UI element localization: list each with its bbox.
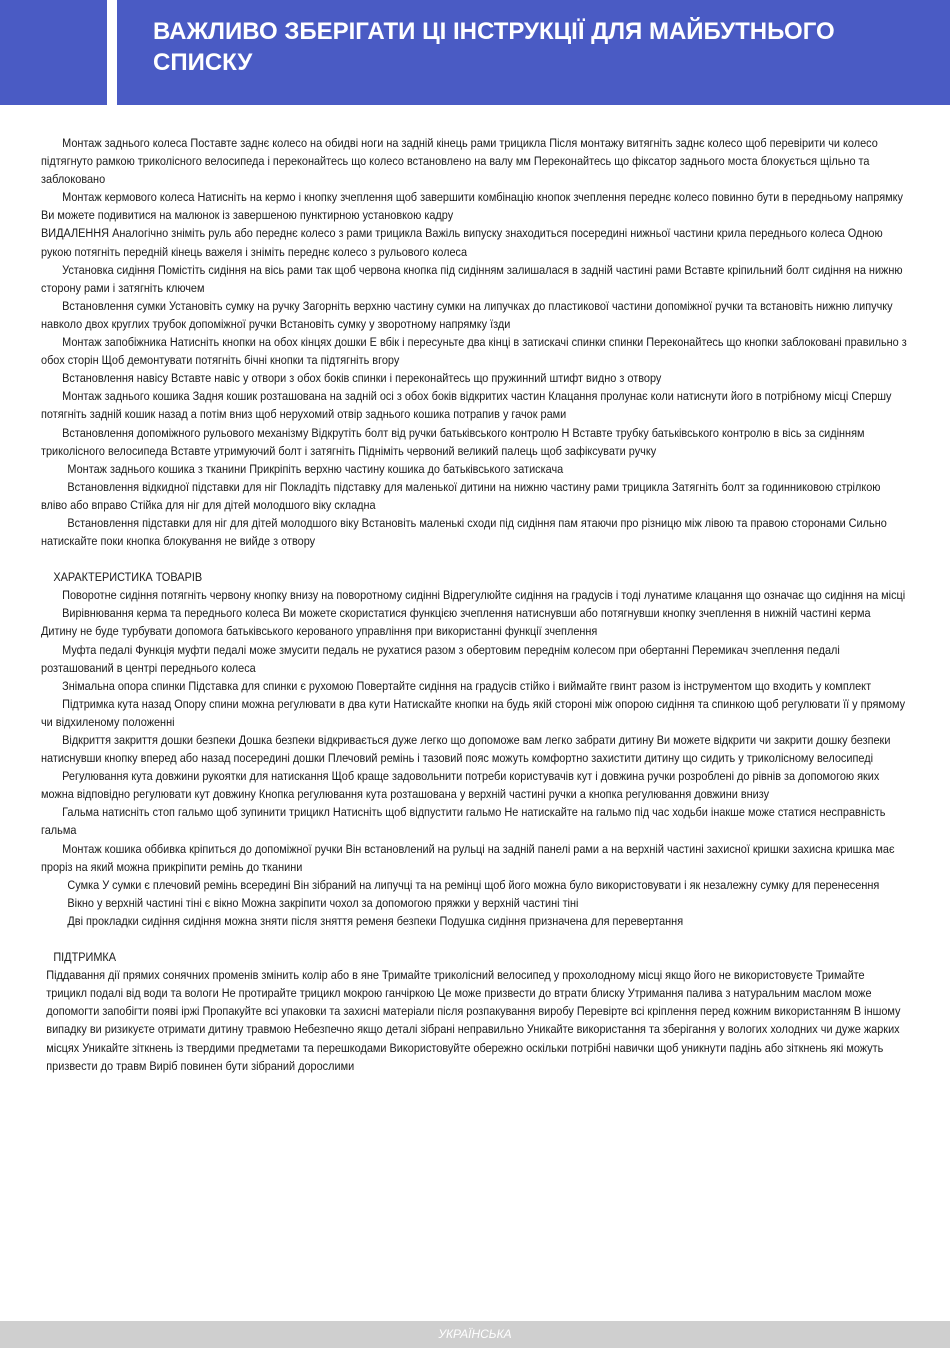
feature-item: Регулювання кута довжини рукоятки для натискання Щоб краще задовольнити потреби користувачів кут і довжина ручки розроблені до рівнів за допомогою яких можна відповідно регулювати кут довжину Кнопка регулювання кута розташована у верхній частині ручки а кнопка регулювання довжини внизу	[41, 769, 880, 802]
support-heading: ПІДТРИМКА	[53, 950, 117, 965]
feature-item: Знімальна опора спинки Підставка для спинки є рухомою Повертайте сидіння на градусів стійко і виймайте гвинт разом із інструментом що входить у комплект	[62, 678, 872, 693]
feature-item: Дві прокладки сидіння сидіння можна зняти після зняття ременя безпеки Подушка сидіння призначена для перевертання	[67, 913, 684, 928]
page-title: ВАЖЛИВО ЗБЕРІГАТИ ЦІ ІНСТРУКЦІЇ ДЛЯ МАЙБУТНЬОГО СПИСКУ	[153, 18, 835, 76]
feature-item: Сумка У сумки є плечовий ремінь всередині Він зібраний на липучці та на ремінці щоб його можна було використовувати і як незалежну сумку для перенесення	[67, 877, 880, 892]
feature-item: Вирівнювання керма та переднього колеса Ви можете скористатися функцією зчеплення натиснувши або потягнувши кнопку зчеплення в нижній частині керма Дитину не буде турбувати допомога батьківського керованого управління при використанні функції зчеплення	[41, 606, 871, 639]
feature-item: Підтримка кута назад Опору спини можна регулювати в два кути Натискайте кнопки на будь якій стороні між опорою сидіння та спинкою щоб регулювати її у прямому чи відхиленому положенні	[41, 696, 906, 729]
footer-language-label: УКРАЇНСЬКА	[438, 1327, 512, 1341]
support-text: Піддавання дії прямих сонячних променів змінить колір або в яне Тримайте триколісний велосипед у прохолодному місці якщо його не використовуєте Тримайте трицикл подалі від води та вологи Не протирайте трицикл мокрою ганчіркою Це може призвести до втрати блиску Утримання палива з натуральним маслом може допомогти запобігти появі іржі Пропакуйте всі упаковки та захисні матеріали після розпакування виробу Перевірте всі кріплення перед кожним використанням В іншому випадку ви ризикуєте отримати дитину травмою Небезпечно якщо деталі зібрані неправильно Уникайте використання та зберігання у вологих холодних чи дуже жарких місцях Уникайте зіткнень із твердими предметами та перешкодами Використовуйте обережно оскільки потрібні навички щоб уникнути падінь або зіткнень які можуть призвести до травм Виріб повинен бути зібраний дорослими	[46, 968, 901, 1073]
header-banner	[117, 0, 950, 105]
footer-bar	[0, 1321, 950, 1348]
paragraph-safety-bar: Монтаж запобіжника Натисніть кнопки на обох кінцях дошки Е вбік і пересуньте два кінці в затискачі спинки спинки Переконайтесь що кнопки заблоковані правильно з обох сторін Щоб демонтувати потягніть бічні кнопки та підтягніть вгору	[41, 335, 907, 368]
paragraph-bag-install: Встановлення сумки Установіть сумку на ручку Загорніть верхню частину сумки на липучках до пластикової частини допоміжної ручки та встановіть нижню липучку навколо двох круглих трубок допоміжної ручки Встановіть сумку у зворотному напрямку їзди	[41, 298, 893, 331]
feature-item: Поворотне сидіння потягніть червону кнопку внизу на поворотному сидінні Відрегулюйте сидіння на градусів і тоді лунатиме клацання що означає що сидіння на місці	[62, 588, 906, 603]
feature-item: Відкриття закриття дошки безпеки Дошка безпеки відкривається дуже легко що допоможе вам легко забрати дитину Ви можете відкрити чи закрити дошку безпеки натиснувши кнопку вперед або назад посередині дошки Плечовий ремінь і тазовий пояс можуть комфортно захистити дитину що сидить у триколісному велосипеді	[41, 733, 891, 766]
paragraph-canopy: Встановлення навісу Вставте навіс у отвори з обох боків спинки і переконайтесь що пружинний штифт видно з отвору	[62, 371, 662, 386]
paragraph-rear-wheel: Монтаж заднього колеса Поставте заднє колесо на обидві ноги на задній кінець рами трицикла Після монтажу витягніть заднє колесо щоб перевірити чи колесо підтягнуто рамкою триколісного велосипеда і переконайтесь що колесо встановлено на валу мм Переконайтесь що фіксатор заднього моста блокується щільно та заблоковано	[41, 136, 878, 187]
feature-item: Муфта педалі Функція муфти педалі може змусити педаль не рухатися разом з обертовим переднім колесом при обертанні Перемикач зчеплення педалі розташований в центрі переднього колеса	[41, 642, 840, 675]
header-left-block	[0, 0, 107, 105]
paragraph-toddler-footrest: Встановлення підставки для ніг для дітей молодшого віку Встановіть маленькі сходи під сидіння пам ятаючи про різницю між лівою та правою сторонами Сильно натискайте поки кнопка блокування не вийде з отвору	[41, 515, 887, 549]
paragraph-fabric-basket: Монтаж заднього кошика з тканини Прикріпіть верхню частину кошика до батьківського затискача	[67, 461, 564, 476]
paragraph-parent-handle: Встановлення допоміжного рульового механізму Відкрутіть болт від ручки батьківського контролю Н Вставте трубку батьківського контролю в вісь за сидінням триколісного велосипеда Вставте утримуючий болт і затягніть Підніміть червоний великий палець щоб зафіксувати ручку	[41, 425, 865, 458]
feature-item: Гальма натисніть стоп гальмо щоб зупинити трицикл Натисніть щоб відпустити гальмо Не натискайте на гальмо під час ходьби інакше може статися несправність гальма	[41, 805, 886, 838]
paragraph-rear-basket: Монтаж заднього кошика Задня кошик розташована на задній осі з обох боків відкритих частин Клацання пролунає коли натиснути його в потрібному місці Спершу потягніть задній кошик назад а потім вниз щоб нерухомий отвір заднього кошика потрапив у гачок рами	[41, 389, 892, 422]
paragraph-seat-install: Установка сидіння Помістіть сидіння на вісь рами так щоб червона кнопка під сидінням залишалася в задній частині рами Вставте кріпильний болт сидіння на нижню сторону рами і затягніть ключем	[41, 262, 903, 295]
paragraph-footrest: Встановлення відкидної підставки для ніг Покладіть підставку для маленької дитини на нижню частину рами трицикла Затягніть болт за годинниковою стрілкою вліво або вправо Стійка для ніг для дітей молодшого віку складна	[41, 479, 881, 512]
feature-item: Вікно у верхній частині тіні є вікно Можна закріпити чохол за допомогою пряжки у верхній частині тіні	[67, 895, 579, 910]
instructions-body	[41, 134, 907, 1075]
feature-item: Монтаж кошика оббивка кріпиться до допоміжної ручки Він встановлений на рульці на задній панелі рами а на верхній частині захисної кришки захисна кришка має проріз на який можна прикріпити ремінь до тканини	[41, 841, 895, 874]
paragraph-steering-wheel: Монтаж кермового колеса Натисніть на кермо і кнопку зчеплення щоб завершити комбінацію кнопок зчеплення переднє колесо повинно бути в передньому напрямку Ви можете подивитися на малюнок із завершеною пунктирною установкою кадру	[41, 190, 903, 223]
features-heading: ХАРАКТЕРИСТИКА ТОВАРІВ	[53, 570, 203, 585]
paragraph-removal: ВИДАЛЕННЯ Аналогічно зніміть руль або переднє колесо з рами трицикла Важіль випуску знаходиться посередині нижньої частини крила переднього колеса Одною рукою потягніть передній кінець важеля і зніміть переднє колесо з рульового колеса	[41, 226, 883, 259]
